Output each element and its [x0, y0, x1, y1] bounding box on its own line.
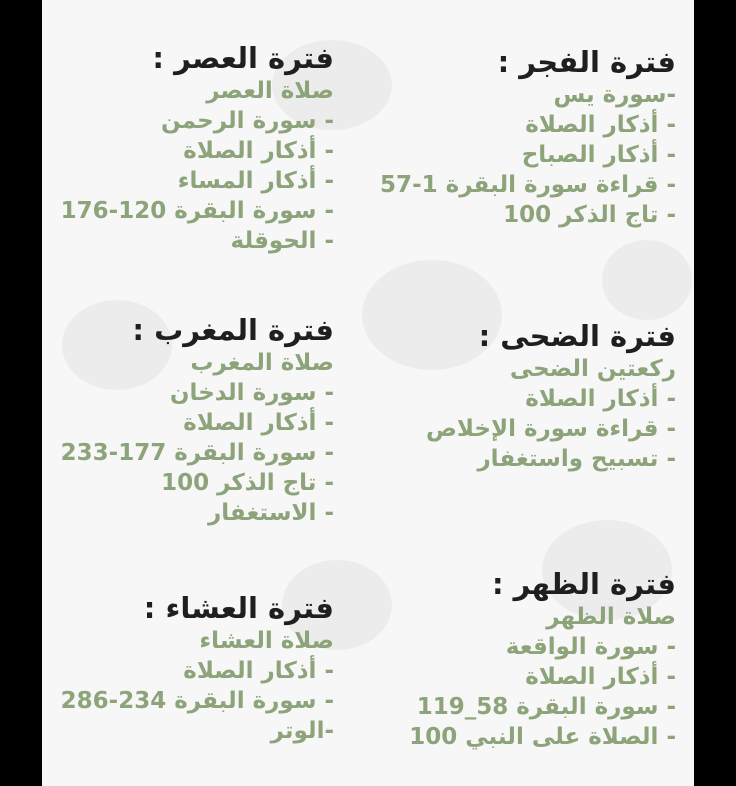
list-item: - الحوقلة: [230, 228, 334, 254]
asr-section: [49, 40, 334, 256]
list-item: - الاستغفار: [208, 500, 334, 526]
section-title: فترة العشاء :: [143, 591, 334, 625]
section-title: فترة الضحى :: [478, 319, 676, 353]
list-item: - سورة البقرة 234-286: [60, 688, 334, 714]
list-item: - تسبيح واستغفار: [477, 446, 676, 472]
list-item: - سورة الواقعة: [505, 634, 676, 660]
list-item: - سورة البقرة 120-176: [60, 198, 334, 224]
section-title: فترة المغرب :: [132, 313, 334, 347]
list-item: صلاة الظهر: [546, 604, 676, 630]
list-item: - قراءة سورة البقرة 1-57: [380, 172, 676, 198]
list-item: صلاة العشاء: [199, 628, 334, 654]
list-item: - أذكار المساء: [177, 168, 334, 194]
list-item: - سورة البقرة 177-233: [60, 440, 334, 466]
list-item: - أذكار الصلاة: [183, 138, 334, 164]
list-item: ركعتين الضحى: [509, 356, 676, 382]
list-item: - أذكار الصباح: [521, 142, 676, 168]
list-item: - أذكار الصلاة: [183, 658, 334, 684]
list-item: - قراءة سورة الإخلاص: [425, 416, 676, 442]
list-item: - أذكار الصلاة: [525, 386, 676, 412]
list-item: - سورة البقرة 58_119: [416, 694, 676, 720]
left-column: [49, 0, 334, 786]
fajr-section: [380, 44, 676, 230]
dhuhr-section: [386, 566, 676, 752]
list-item: -سورة يس: [553, 82, 676, 108]
section-title: فترة الفجر :: [497, 45, 676, 79]
list-item: - تاج الذكر 100: [503, 202, 676, 228]
list-item: - سورة الدخان: [169, 380, 334, 406]
list-item: - أذكار الصلاة: [525, 664, 676, 690]
schedule-panel: [42, 0, 694, 786]
list-item: - سورة الرحمن: [161, 108, 334, 134]
section-title: فترة العصر :: [152, 41, 334, 75]
list-item: -الوتر: [270, 718, 334, 744]
list-item: - تاج الذكر 100: [161, 470, 334, 496]
maghrib-section: [49, 312, 334, 528]
section-title: فترة الظهر :: [491, 567, 676, 601]
isha-section: [49, 590, 334, 746]
list-item: - الصلاة على النبي 100: [409, 724, 676, 750]
list-item: صلاة المغرب: [190, 350, 334, 376]
right-column: [380, 0, 676, 786]
list-item: - أذكار الصلاة: [183, 410, 334, 436]
list-item: صلاة العصر: [206, 78, 334, 104]
duha-section: [386, 318, 676, 474]
list-item: - أذكار الصلاة: [525, 112, 676, 138]
